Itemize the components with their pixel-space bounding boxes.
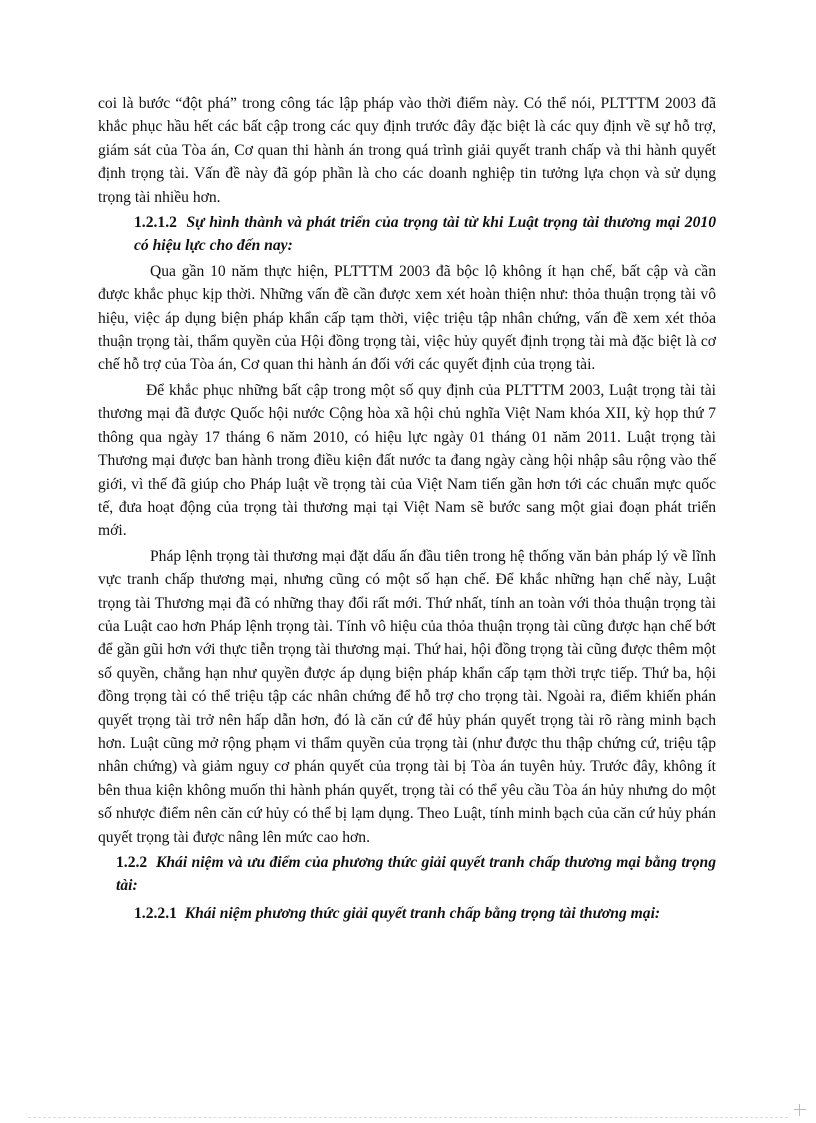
paragraph-new-law: Để khắc phục những bất cập trong một số quy định của PLTTTM 2003, Luật trọng tài tài thương mại đã được Quốc hội nước Cộng hòa xã hội chủ nghĩa Việt Nam khóa XII, kỳ họp thứ 7 thông qua ngày 17 tháng 6 năm 2010, có hiệu lực ngày 01 tháng 01 năm 2011. Luật trọng tài Thương mại được ban hành trong điều kiện đất nước ta đang ngày càng hội nhập sâu rộng vào thế giới, vì thế đã giúp cho Pháp luật về trọng tài của Việt Nam tiến gần hơn tới các chuẩn mực quốc tế, đưa hoạt động của trọng tài thương mại tại Việt Nam sẽ bước sang một giai đoạn phát triển mới. xyxy=(98,381,716,540)
heading-number: 1.2.1.2 xyxy=(134,214,177,232)
heading-1-2-1-2 xyxy=(98,211,716,258)
heading-title: Sự hình thành và phát triển của trọng tài từ khi Luật trọng tài thương mại 2010 có hiệu lực cho đến nay: xyxy=(134,214,716,255)
heading-1-2-2-1 xyxy=(98,902,716,925)
heading-number: 1.2.2 xyxy=(116,854,148,871)
heading-title: Khái niệm phương thức giải quyết tranh chấp bằng trọng tài thương mại: xyxy=(184,904,661,922)
heading-number: 1.2.2.1 xyxy=(134,904,177,922)
page-corner-mark xyxy=(794,1104,806,1116)
heading-title: Khái niệm và ưu điểm của phương thức giải quyết tranh chấp thương mại bằng trọng tài: xyxy=(116,854,717,895)
paragraph-changes: Pháp lệnh trọng tài thương mại đặt dấu ấn đầu tiên trong hệ thống văn bản pháp lý về lĩnh vực tranh chấp thương mại, nhưng cũng có một số hạn chế. Để khắc những hạn chế này, Luật trọng tài Thương mại đã có những thay đổi rất mới. Thứ nhất, tính an toàn với thỏa thuận trọng tài của Luật cao hơn Pháp lệnh trọng tài. Tính vô hiệu của thỏa thuận trọng tài cũng được hạn chế bớt để gần gũi hơn với thực tiễn trọng tài thương mại. Thứ hai, hội đồng trọng tài cũng được thêm một số quyền, chẳng hạn như quyền được áp dụng biện pháp khẩn cấp tạm thời trực tiếp. Thứ ba, hội đồng trọng tài có thể triệu tập các nhân chứng để hỗ trợ cho trọng tài. Ngoài ra, điểm khiến phán quyết trọng tài trở nên hấp dẫn hơn, đó là căn cứ để hủy phán quyết trọng tài rõ ràng minh bạch hơn. Luật cũng mở rộng phạm vi thẩm quyền của trọng tài (như được thu thập chứng cứ, triệu tập nhân chứng) và giảm nguy cơ phán quyết của trọng tài bị Tòa án tuyên hủy. Trước đây, không ít bên thua kiện không muốn thi hành phán quyết, trọng tài có thể yêu cầu Tòa án hủy nhưng do một số nhược điểm nên căn cứ hủy có thể bị lạm dụng. Theo Luật, tính minh bạch của căn cứ hủy phán quyết trọng tài được nâng lên mức cao hơn. xyxy=(98,547,716,846)
paragraph-intro: coi là bước “đột phá” trong công tác lập pháp vào thời điểm này. Có thể nói, PLTTTM 2003 đã khắc phục hầu hết các bất cập trong các quy định trước đây đặc biệt là các quy định về sự hỗ trợ, giám sát của Tòa án, Cơ quan thi hành án trong quá trình giải quyết tranh chấp và thi hành quyết định trọng tài. Vấn đề này đã góp phần là cho các doanh nghiệp tin tưởng lựa chọn và sử dụng trọng tài nhiều hơn. xyxy=(98,95,716,206)
page-bottom-border xyxy=(28,1117,788,1118)
heading-1-2-2 xyxy=(98,851,716,898)
document-body xyxy=(98,92,716,927)
paragraph-limitations: Qua gần 10 năm thực hiện, PLTTTM 2003 đã bộc lộ không ít hạn chế, bất cập và cần được khắc phục kịp thời. Những vấn đề cần được xem xét hoàn thiện như: thỏa thuận trọng tài vô hiệu, việc áp dụng biện pháp khẩn cấp tạm thời, việc triệu tập nhân chứng, vấn đề xem xét thỏa thuận trọng tài, thẩm quyền của Hội đồng trọng tài, việc hủy quyết định trọng tài mà đặc biệt là cơ chế hỗ trợ của Tòa án, Cơ quan thi hành án đối với các quyết định của trọng tài. xyxy=(98,262,716,374)
